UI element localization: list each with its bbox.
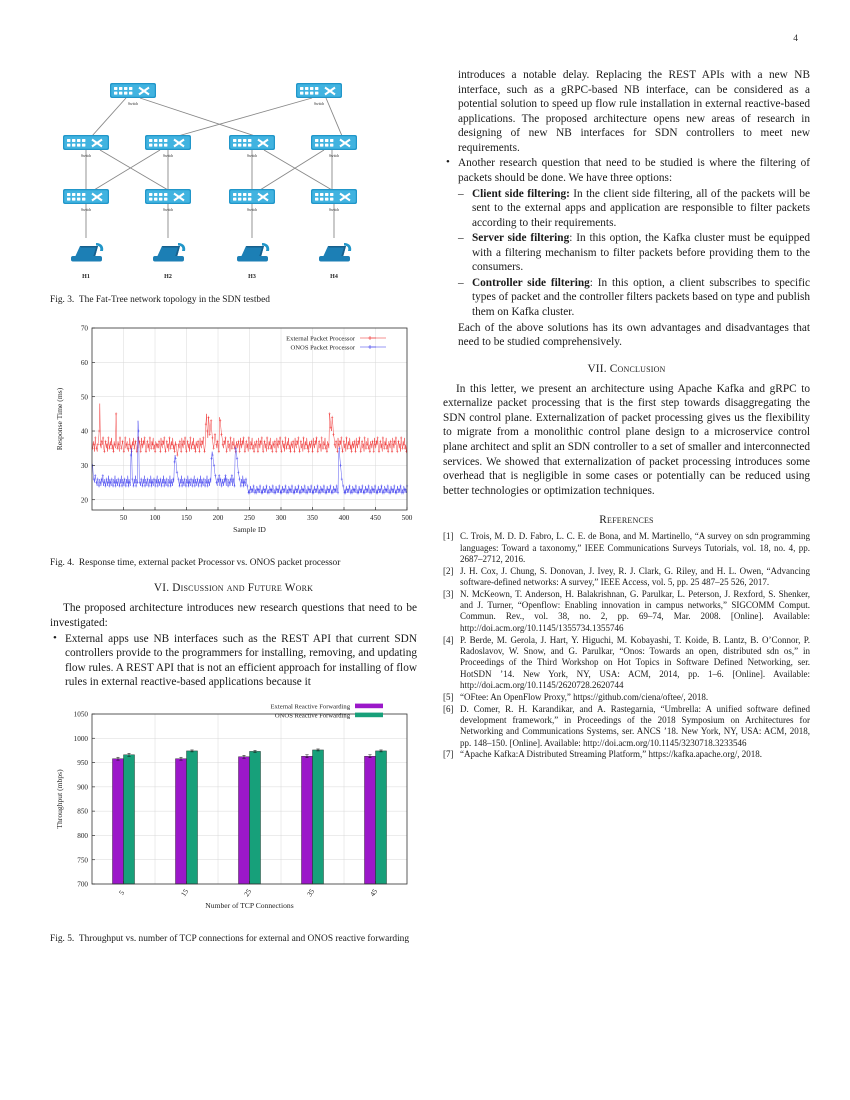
host-h3 — [237, 243, 269, 280]
agg-switch-3 — [229, 135, 275, 158]
reference-number: [6] — [443, 703, 454, 714]
svg-text:70: 70 — [80, 324, 88, 333]
figure-5-caption — [50, 933, 417, 945]
core-switch-2 — [296, 83, 342, 106]
references-heading: References — [599, 514, 654, 527]
figure-3-caption — [50, 294, 417, 306]
list-item — [458, 276, 810, 320]
reference-text: P. Berde, M. Gerola, J. Hart, Y. Higuchi, M. Kobayashi, T. Koide, B. Lantz, B. O’Connor, P. Radoslavov, W. Snow, and G. Parulkar, “Onos: Towards an open, distributed sdn os,” in Proceedings of the Third Workshop on Hot Topics in Software Defined Networking, ser. HotSDN ’14. New York, NY, USA: ACM, 2014, pp. 1–6. [Online]. Available: http://doi.acm.org/10.1145/2620728.2620744 — [460, 634, 810, 690]
throughput-chart-svg — [50, 696, 417, 926]
conclusion-title: Conclusion — [609, 362, 666, 375]
svg-text:Switch: Switch — [81, 208, 91, 212]
list-item: • Another research question that need to be studied is where the filtering of packets should be done. We have three options: — [443, 156, 810, 185]
svg-text:350: 350 — [307, 514, 318, 523]
list-item — [458, 231, 810, 275]
conclusion-number: VII. — [587, 362, 607, 375]
svg-text:Switch: Switch — [81, 154, 91, 158]
reference-number: [5] — [443, 691, 454, 702]
svg-text:100: 100 — [149, 514, 161, 523]
closing-paragraph: Each of the above solutions has its own advantages and disadvantages that need to be studied comprehensively. — [458, 321, 810, 349]
topology-svg — [50, 72, 417, 287]
figure-4-caption — [50, 557, 417, 569]
reference-number: [3] — [443, 588, 454, 599]
discussion-bullet-list — [50, 632, 417, 690]
svg-text:Response Time (ms): Response Time (ms) — [55, 387, 64, 451]
svg-text:40: 40 — [80, 427, 88, 436]
filtering-option-term: Server side filtering — [472, 232, 570, 245]
section-heading-discussion — [50, 582, 417, 594]
reference-text: N. McKeown, T. Anderson, H. Balakrishnan, G. Parulkar, L. Peterson, J. Rexford, S. Shenker, and J. Turner, “Openflow: Enabling innovation in campus networks,” SIGCOMM Comput. Commun. Rev., vol. 38, no. 2, pp. 69–74, Mar. 2008. [Online]. Available: http://doi.acm.org/10.1145/1355734.1355746 — [460, 588, 810, 633]
core-switch-1 — [110, 83, 156, 106]
reference-text: “OFtee: An OpenFlow Proxy,” https://github.com/ciena/oftee/, 2018. — [460, 691, 709, 702]
svg-text:Switch: Switch — [163, 154, 173, 158]
svg-text:250: 250 — [244, 514, 255, 523]
section-heading-conclusion — [443, 363, 810, 375]
reference-item — [443, 749, 810, 760]
reference-item — [443, 635, 810, 692]
topology-links-agg — [86, 150, 332, 190]
svg-text:900: 900 — [77, 783, 88, 792]
figure-3-caption-text: The Fat-Tree network topology in the SDN testbed — [78, 295, 270, 305]
svg-text:5: 5 — [117, 888, 127, 897]
reference-number: [7] — [443, 749, 454, 760]
svg-text:300: 300 — [275, 514, 287, 523]
svg-text:External Reactive Forwarding: External Reactive Forwarding — [270, 703, 350, 711]
edge-switch-2 — [145, 189, 191, 212]
svg-text:Switch: Switch — [329, 208, 339, 212]
reference-item — [443, 589, 810, 634]
filtering-option-text: : In this option, a client subscribes to specific types of packet and the controller filters packets based on type and publish them on Kafka cluster. — [472, 276, 811, 318]
figure-5-bar-chart — [50, 696, 417, 926]
host-h4 — [319, 243, 351, 280]
figure-4-line-chart — [50, 320, 417, 550]
figure-4-caption-text: Response time, external packet Processor vs. ONOS packet processor — [78, 558, 341, 569]
svg-text:ONOS Packet Processor: ONOS Packet Processor — [290, 344, 355, 352]
svg-text:External Packet Processor: External Packet Processor — [286, 335, 355, 343]
research-question-bullet-list — [443, 156, 810, 185]
svg-text:H1: H1 — [82, 274, 90, 280]
filtering-option-text: : In this option, the Kafka cluster must be equipped with a filtering mechanism to filter packets before providing them to the consumers. — [472, 232, 810, 274]
svg-text:30: 30 — [80, 462, 88, 471]
host-h1 — [71, 243, 103, 280]
svg-text:700: 700 — [77, 880, 88, 889]
reference-item — [443, 704, 810, 749]
svg-text:H3: H3 — [248, 274, 256, 280]
list-item — [458, 187, 810, 231]
right-column — [443, 68, 810, 1074]
edge-switch-4 — [311, 189, 357, 212]
svg-text:Switch: Switch — [329, 154, 339, 158]
agg-switch-1 — [63, 135, 109, 158]
reference-text: C. Trois, M. D. D. Fabro, L. C. E. de Bona, and M. Martinello, “A survey on sdn programming languages: Toward a taxonomy,” IEEE Communications Surveys Tutorials, vol. 18, no. 4, pp. 2687–2712, 2016. — [460, 531, 810, 564]
figure-3-label: Fig. 3. — [50, 295, 75, 305]
reference-text: J. H. Cox, J. Chung, S. Donovan, J. Ivey, R. J. Clark, G. Riley, and H. L. Owen, “Advancing software-defined networks: A survey,” IEEE Access, vol. 5, pp. 25 487–25 526, 2017. — [460, 565, 810, 587]
svg-text:Switch: Switch — [128, 102, 138, 106]
agg-switch-4 — [311, 135, 357, 158]
svg-text:Number of TCP Connections: Number of TCP Connections — [205, 900, 294, 910]
host-h2 — [153, 243, 185, 280]
svg-text:Switch: Switch — [247, 154, 257, 158]
reference-number: [2] — [443, 565, 454, 576]
svg-text:ONOS Reactive Forwarding: ONOS Reactive Forwarding — [274, 712, 350, 720]
figure-3-topology — [50, 72, 417, 287]
section-title: Discussion and Future Work — [172, 582, 314, 595]
reference-text: “Apache Kafka:A Distributed Streaming Platform,” https://kafka.apache.org/, 2018. — [460, 749, 763, 760]
edge-switch-3 — [229, 189, 275, 212]
two-column-layout — [50, 68, 811, 1074]
svg-text:45: 45 — [368, 887, 380, 898]
svg-text:Switch: Switch — [163, 208, 173, 212]
filtering-option-text: In the client side filtering, all of the packets will be sent to the external apps and application are responsible to filter packets according to their requirements. — [472, 187, 810, 229]
svg-text:750: 750 — [77, 856, 88, 865]
svg-text:200: 200 — [212, 514, 224, 523]
svg-text:50: 50 — [80, 393, 88, 402]
continuation-paragraph: introduces a notable delay. Replacing the REST APIs with a new NB interface, such as a gRPC-based NB interface, can be considered as a potential solution to speed up flow rule installation in external reactive-based applications. The proposed architecture opens new areas of research in designing of new NB interfaces for SDN controllers to meet new requirements. — [458, 69, 810, 154]
filtering-option-term: Controller side filtering — [472, 276, 590, 289]
filtering-options-list — [443, 187, 810, 350]
svg-text:150: 150 — [181, 514, 192, 523]
figure-5-label: Fig. 5. — [50, 933, 75, 944]
reference-item — [443, 531, 810, 565]
svg-text:60: 60 — [80, 359, 88, 368]
svg-text:Switch: Switch — [314, 102, 324, 106]
section-number: VI. — [153, 582, 170, 595]
svg-text:Sample ID: Sample ID — [233, 525, 266, 535]
reference-item — [443, 692, 810, 703]
svg-text:Throughput (mbps): Throughput (mbps) — [55, 769, 64, 829]
left-column — [50, 68, 417, 1074]
svg-text:25: 25 — [242, 887, 254, 898]
svg-text:400: 400 — [338, 514, 350, 523]
svg-text:H2: H2 — [164, 274, 172, 280]
svg-text:50: 50 — [119, 514, 128, 523]
edge-switch-1 — [63, 189, 109, 212]
svg-text:850: 850 — [77, 807, 88, 816]
svg-text:15: 15 — [179, 887, 191, 898]
svg-text:35: 35 — [305, 887, 317, 898]
svg-text:800: 800 — [77, 831, 88, 840]
topology-links-edge — [86, 204, 334, 238]
svg-text:1050: 1050 — [73, 710, 88, 719]
filtering-option-term: Client side filtering: — [472, 187, 570, 200]
references-list — [443, 531, 810, 761]
svg-text:500: 500 — [401, 514, 413, 523]
page-number: 4 — [793, 34, 798, 44]
svg-text:H4: H4 — [330, 274, 338, 280]
svg-text:20: 20 — [80, 496, 88, 505]
figure-5-caption-text: Throughput vs. number of TCP connections for external and ONOS reactive forwarding — [78, 933, 410, 944]
reference-number: [1] — [443, 531, 454, 542]
svg-text:Switch: Switch — [247, 208, 257, 212]
svg-text:450: 450 — [370, 514, 381, 523]
response-time-chart-svg — [50, 320, 417, 550]
figure-4-label: Fig. 4. — [50, 558, 75, 569]
svg-text:1000: 1000 — [73, 734, 88, 743]
reference-item — [443, 566, 810, 589]
discussion-intro-paragraph: The proposed architecture introduces new research questions that need to be investigated: — [50, 602, 417, 629]
svg-text:950: 950 — [77, 758, 88, 767]
reference-text: D. Comer, R. H. Karandikar, and A. Rastegarnia, “Umbrella: A unified software defined development framework,” in Proceedings of the 2018 Symposium on Architectures for Networking and Communications Systems, ser. ANCS ’18. New York, NY, USA: ACM, 2018, pp. 148–150. [Online]. Available: http://doi.acm.org/10.1145/3230718.3233546 — [460, 703, 810, 748]
list-item: • External apps use NB interfaces such as the REST API that current SDN controllers provide to the programmers for installing, removing, and updating flow rules. A REST API that is not an efficient approach for installing of flow rules in external reactive-based applications because it — [50, 632, 417, 690]
reference-number: [4] — [443, 634, 454, 645]
conclusion-paragraph: In this letter, we present an architecture using Apache Kafka and gRPC to externalize packet processing that is the first step towards disaggregating the SDN control plane. Externalization of packet processing gives us the flexibility to migrate from a monolithic control plane design to a microservice control plane architect and split an SDN controller to a set of smaller and interconnected services. We showed that externalization of packet processing introduces some overhead that is negligible in some cases or potentially can be reduced using better technologies or optimization techniques. — [443, 382, 810, 497]
